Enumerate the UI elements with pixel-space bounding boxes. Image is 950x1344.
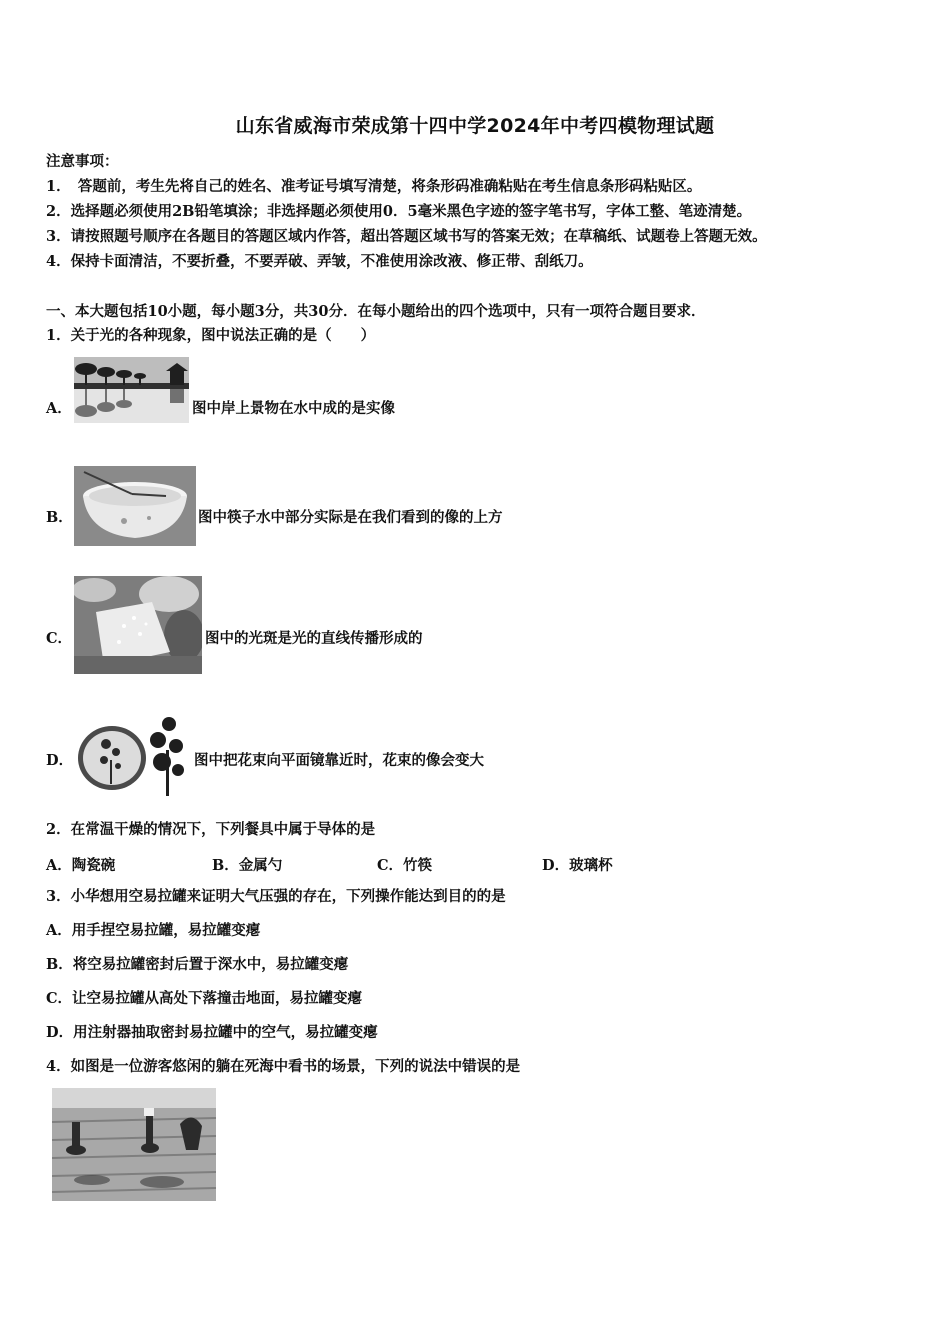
q2-option-b: B．金属勺	[212, 857, 283, 874]
q1-option-b-image	[74, 466, 196, 546]
q4-dead-sea-image	[52, 1088, 216, 1201]
q2-option-c: C．竹筷	[377, 857, 433, 874]
q3-option-d: D．用注射器抽取密封易拉罐中的空气，易拉罐变瘪	[46, 1024, 378, 1041]
q1-option-a-label: A．	[46, 400, 72, 417]
q1-option-d-image	[74, 710, 192, 796]
question-1-stem: 1．关于光的各种现象，图中说法正确的是（ ）	[46, 327, 376, 344]
q1-option-b-text: 图中筷子水中部分实际是在我们看到的像的上方	[198, 509, 503, 526]
notice-item-3: 3．请按照题号顺序在各题目的答题区域内作答，超出答题区域书写的答案无效；在草稿纸、试题卷上答题无效。	[46, 228, 767, 245]
notice-item-1: 1． 答题前，考生先将自己的姓名、准考证号填写清楚，将条形码准确粘贴在考生信息条形码粘贴区。	[46, 178, 702, 195]
q3-option-c: C．让空易拉罐从高处下落撞击地面，易拉罐变瘪	[46, 990, 363, 1007]
notice-heading: 注意事项：	[46, 153, 119, 170]
q1-option-c-image	[74, 576, 202, 674]
notice-item-2: 2．选择题必须使用2B铅笔填涂；非选择题必须使用0．5毫米黑色字迹的签字笔书写，字体工整、笔迹清楚。	[46, 203, 752, 220]
q1-option-c-text: 图中的光斑是光的直线传播形成的	[205, 630, 423, 647]
q1-option-b-label: B．	[46, 509, 73, 526]
section-1-heading: 一、本大题包括10小题，每小题3分，共30分．在每小题给出的四个选项中，只有一项符合题目要求．	[46, 303, 706, 320]
q1-option-d-label: D．	[46, 752, 74, 769]
q2-option-a: A．陶瓷碗	[46, 857, 116, 874]
question-4-stem: 4．如图是一位游客悠闲的躺在死海中看书的场景，下列的说法中错误的是	[46, 1058, 521, 1075]
page-title: 山东省威海市荣成第十四中学2024年中考四模物理试题	[235, 115, 715, 137]
q1-option-a-image	[74, 357, 189, 423]
q1-option-c-label: C．	[46, 630, 73, 647]
q1-option-a-text: 图中岸上景物在水中成的是实像	[192, 400, 395, 417]
q1-option-d-text: 图中把花束向平面镜靠近时，花束的像会变大	[194, 752, 484, 769]
q2-option-d: D．玻璃杯	[542, 857, 613, 874]
question-2-stem: 2．在常温干燥的情况下，下列餐具中属于导体的是	[46, 821, 376, 838]
question-3-stem: 3．小华想用空易拉罐来证明大气压强的存在，下列操作能达到目的的是	[46, 888, 506, 905]
q3-option-b: B．将空易拉罐密封后置于深水中，易拉罐变瘪	[46, 956, 349, 973]
q3-option-a: A．用手捏空易拉罐，易拉罐变瘪	[46, 922, 261, 939]
notice-item-4: 4．保持卡面清洁，不要折叠，不要弄破、弄皱，不准使用涂改液、修正带、刮纸刀。	[46, 253, 593, 270]
